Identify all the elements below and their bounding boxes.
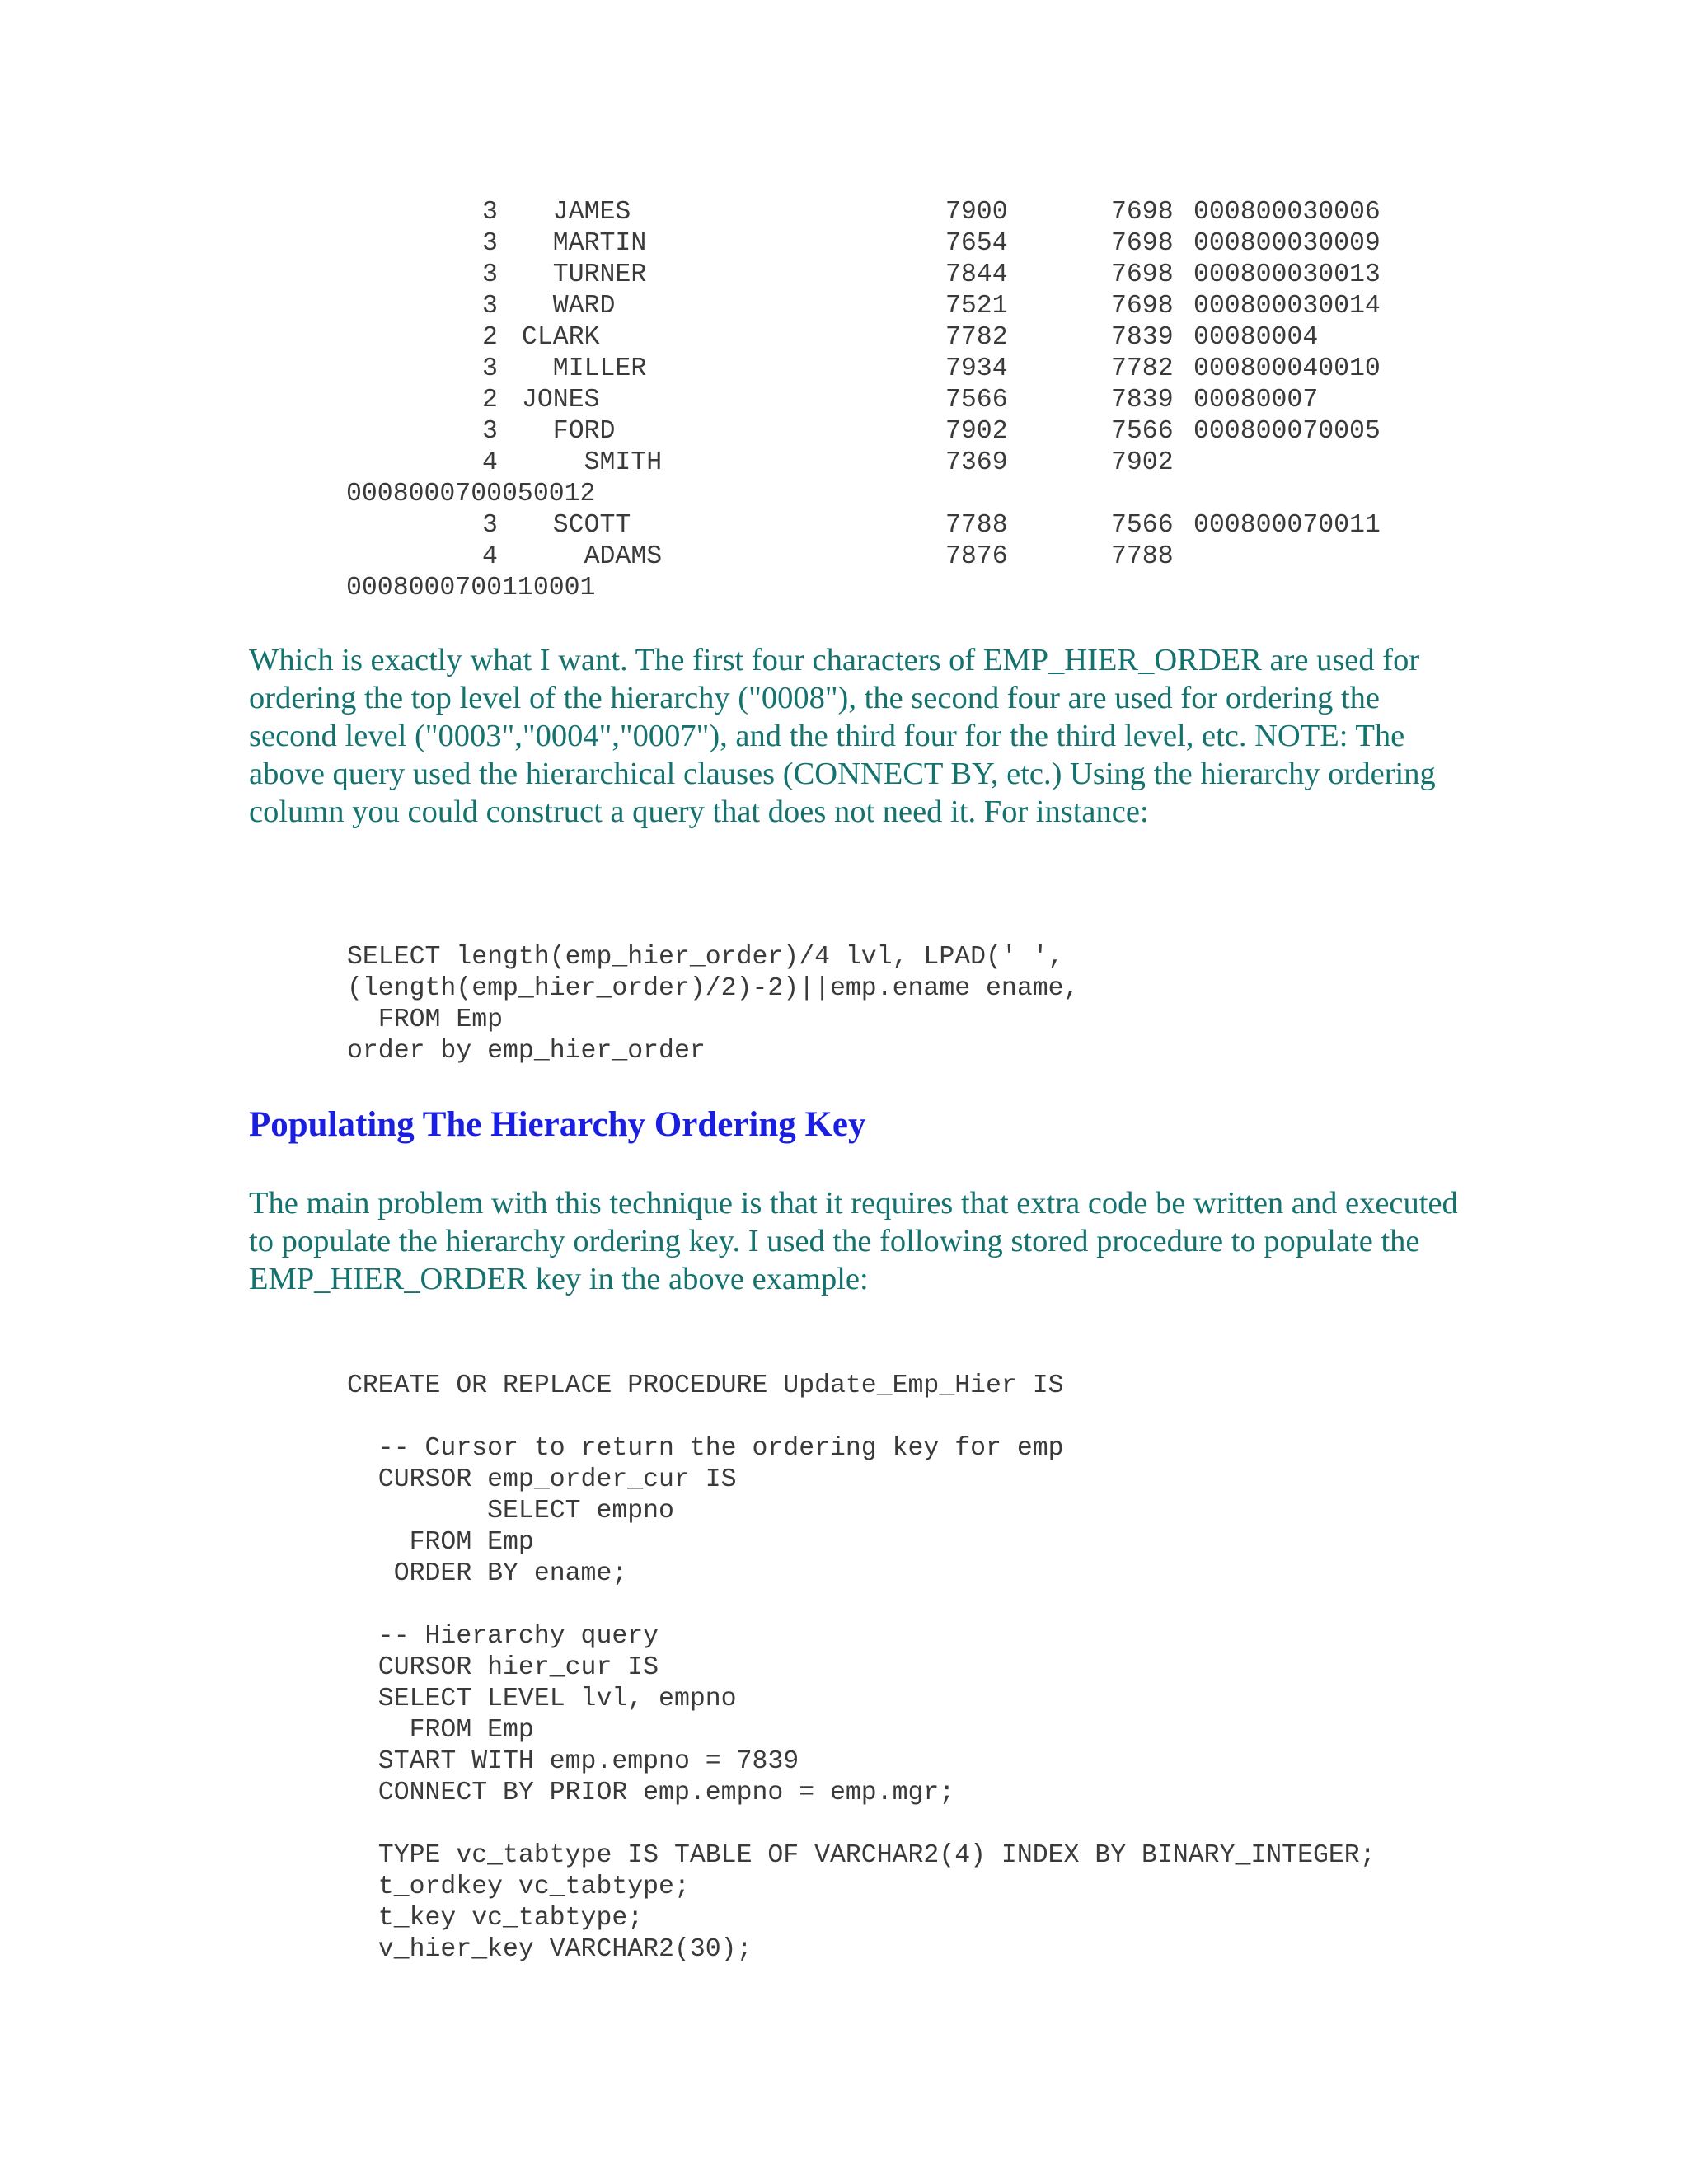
code-stored-procedure: CREATE OR REPLACE PROCEDURE Update_Emp_Hier IS -- Cursor to return the ordering key for emp CURSOR emp_order_cur IS SELECT empno FROM Emp ORDER BY ename; -- Hierarchy query CURSOR hier_cur IS SELECT LEVEL lvl, empno FROM Emp START WITH emp.empno = 7839 CONNECT BY PRIOR emp.empno = emp.mgr; TYPE vc_tabtype IS TABLE OF VARCHAR2(4) INDEX BY BINARY_INTEGER; t_ordkey vc_tabtype; t_key vc_tabtype; v_hier_key VARCHAR2(30);	[347, 1371, 1376, 1964]
output-mgr: 7698	[1111, 260, 1174, 289]
output-hier-order: 000800030009	[1193, 229, 1381, 258]
output-empno: 7876	[945, 542, 1008, 571]
output-level: 3	[482, 292, 498, 321]
output-hier-order: 000800030006	[1193, 198, 1381, 227]
code-select-query: SELECT length(emp_hier_order)/4 lvl, LPAD(' ', (length(emp_hier_order)/2)-2)||emp.ename ename, FROM Emp order by emp_hier_order	[347, 943, 1080, 1066]
output-row	[346, 228, 1484, 260]
output-mgr: 7698	[1111, 229, 1174, 258]
output-row	[346, 354, 1484, 385]
output-row	[346, 385, 1484, 416]
output-hier-order: 000800070005	[1193, 417, 1381, 446]
output-row	[346, 291, 1484, 322]
output-level: 3	[482, 198, 498, 227]
output-row	[346, 260, 1484, 291]
output-hier-order: 00080007	[1193, 386, 1319, 415]
output-row	[346, 197, 1484, 228]
output-ename: CLARK	[522, 323, 600, 352]
output-level: 2	[482, 323, 498, 352]
output-empno: 7900	[945, 198, 1008, 227]
output-level: 3	[482, 417, 498, 446]
paragraph-problem: The main problem with this technique is that it requires that extra code be written and executed to populate the hierarchy ordering key. I used the following stored procedure to populate the EMP_HIER_ORDER key in the above example:	[249, 1186, 1458, 1296]
output-mgr: 7782	[1111, 354, 1174, 383]
output-row	[346, 416, 1484, 448]
output-row	[346, 322, 1484, 354]
paragraph-explanation: Which is exactly what I want. The first four characters of EMP_HIER_ORDER are used for ordering the top level of the hierarchy ("0008"), the second four are used for ordering the second level ("0003","0004","0007"), and the third four for the third level, etc. NOTE: The above query used the hierarchical clauses (CONNECT BY, etc.) Using the hierarchy ordering column you could construct a query that does not need it. For instance:	[249, 643, 1436, 829]
output-empno: 7782	[945, 323, 1008, 352]
output-hier-order: 000800070011	[1193, 511, 1381, 540]
output-hier-order: 000800030014	[1193, 292, 1381, 321]
output-ename: MILLER	[522, 354, 647, 383]
output-empno: 7934	[945, 354, 1008, 383]
output-mgr: 7698	[1111, 198, 1174, 227]
output-level: 4	[482, 542, 498, 571]
output-order-continuation: 0008000700110001	[346, 574, 596, 602]
output-mgr: 7902	[1111, 448, 1174, 477]
output-mgr: 7839	[1111, 386, 1174, 415]
output-row	[346, 510, 1484, 541]
output-ename: WARD	[522, 292, 616, 321]
output-mgr: 7698	[1111, 292, 1174, 321]
output-ename: ADAMS	[522, 542, 663, 571]
output-empno: 7566	[945, 386, 1008, 415]
output-level: 3	[482, 260, 498, 289]
output-ename: TURNER	[522, 260, 647, 289]
query-output-table	[346, 197, 1484, 604]
output-ename: JONES	[522, 386, 600, 415]
output-ename: SCOTT	[522, 511, 631, 540]
output-mgr: 7566	[1111, 417, 1174, 446]
output-level: 4	[482, 448, 498, 477]
output-ename: SMITH	[522, 448, 663, 477]
output-level: 3	[482, 229, 498, 258]
section-heading: Populating The Hierarchy Ordering Key	[249, 1105, 866, 1144]
output-hier-order: 00080004	[1193, 323, 1319, 352]
output-row	[346, 573, 1484, 604]
output-level: 3	[482, 354, 498, 383]
output-empno: 7654	[945, 229, 1008, 258]
output-level: 2	[482, 386, 498, 415]
output-hier-order: 000800040010	[1193, 354, 1381, 383]
output-mgr: 7788	[1111, 542, 1174, 571]
output-empno: 7844	[945, 260, 1008, 289]
output-hier-order: 000800030013	[1193, 260, 1381, 289]
output-row	[346, 479, 1484, 510]
output-ename: FORD	[522, 417, 616, 446]
output-row	[346, 448, 1484, 479]
output-order-continuation: 0008000700050012	[346, 480, 596, 509]
output-empno: 7521	[945, 292, 1008, 321]
output-empno: 7369	[945, 448, 1008, 477]
output-mgr: 7566	[1111, 511, 1174, 540]
output-row	[346, 541, 1484, 573]
output-empno: 7788	[945, 511, 1008, 540]
output-level: 3	[482, 511, 498, 540]
output-ename: JAMES	[522, 198, 631, 227]
output-mgr: 7839	[1111, 323, 1174, 352]
output-empno: 7902	[945, 417, 1008, 446]
output-ename: MARTIN	[522, 229, 647, 258]
